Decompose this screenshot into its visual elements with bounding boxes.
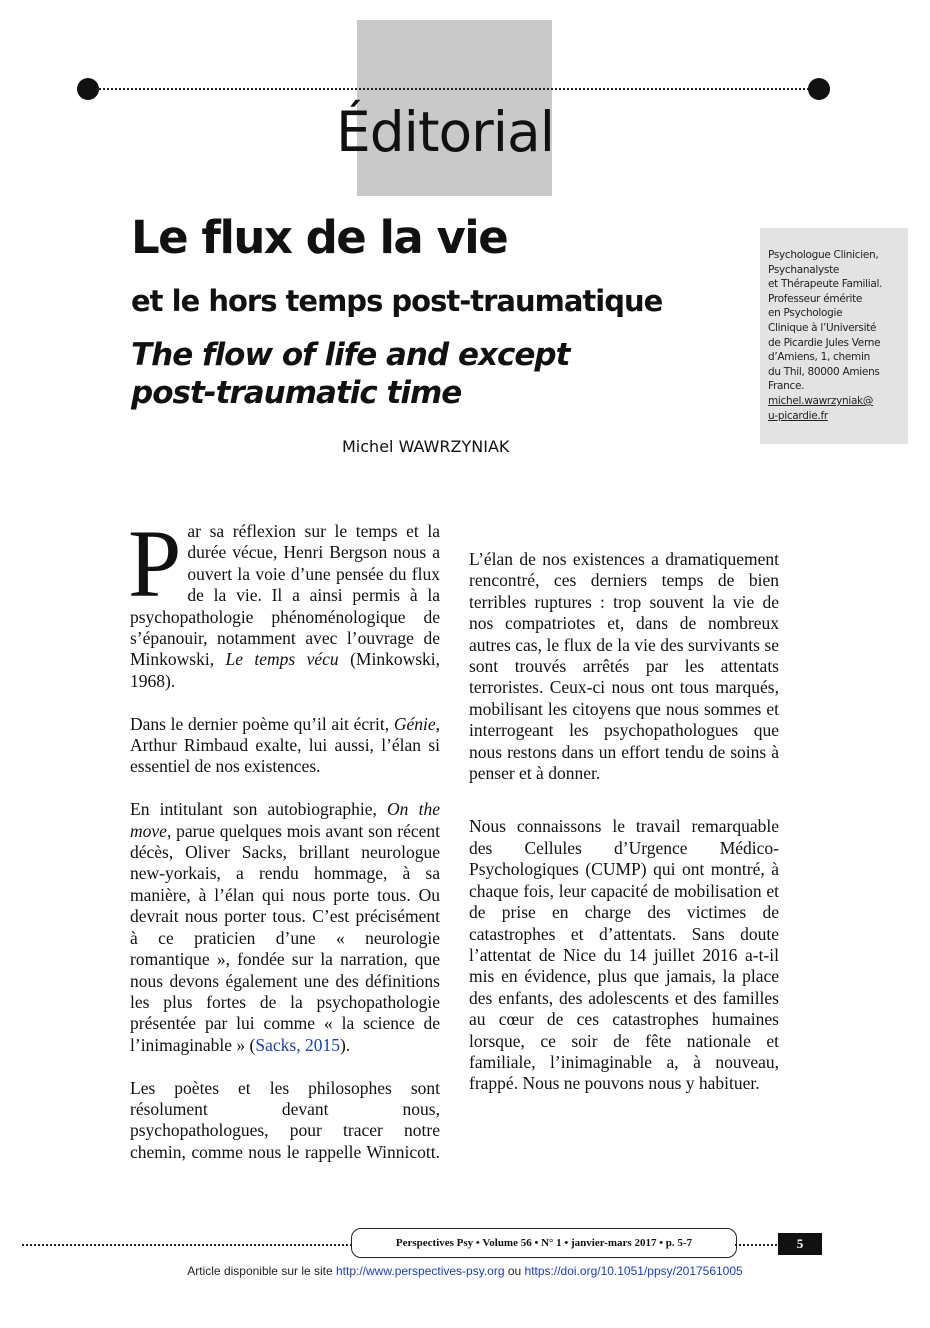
article-title: Le flux de la vie [131, 211, 508, 264]
header-bullet-right [808, 78, 830, 100]
doi-link[interactable]: https://doi.org/10.1051/ppsy/2017561005 [524, 1264, 743, 1278]
affiliation-line: et Thérapeute Familial. [768, 278, 883, 291]
footer-dotted-rule [735, 1244, 777, 1246]
paragraph: L’élan de nos existences a dramatiquement rencontré, ces derniers temps de bien terribles ruptures : trop souvent la vie de nos compatriotes et, dans de nombreux autres cas, le flux de la vie des survivants se sont trouvés arrêtés par les attentats terroristes. Ceux-ci nous ont tous marqués, mobilisant les citoyens que nous sommes et interrogeant les psychopathologues que nous restons dans un effort tendu de soins à penser et à donner. [469, 549, 779, 784]
author-email-link[interactable] [768, 394, 908, 423]
email-part-2: u-picardie.fr [768, 409, 828, 422]
affiliation-line: Psychanalyste [768, 263, 840, 276]
affiliation-line: d’Amiens, 1, chemin [768, 351, 870, 364]
paragraph: En intitulant son autobiographie, On the move, parue quelques mois avant son récent décès, Oliver Sacks, brillant neurologue new-yorkais, a rendu hommage, à sa manière, à l’élan qui nous porte tous. Ou devrait nous porter tous. C’est précisément à ce praticien d’une « neurologie romantique », fondée sur la narration, que nous devons également une des définitions les plus fortes de la psychopathologie présentée par lui comme « la science de l’inimaginable » (Sacks, 2015). [130, 799, 440, 1055]
citation-link[interactable]: Sacks, 2015 [255, 1034, 340, 1055]
affiliation-line: du Thil, 80000 Amiens [768, 365, 880, 378]
drop-cap: P [128, 510, 182, 617]
affiliation-line: Psychologue Clinicien, [768, 249, 879, 261]
body-column-left [128, 510, 440, 1185]
page-number: 5 [778, 1233, 822, 1255]
paragraph: Par sa réflexion sur le temps et la durée vécue, Henri Bergson nous a ouvert la voie d’une pensée du flux de la vie. Il a ainsi permis à la psychopathologie phénoménologique de s’épanouir, notamment avec l’ouvrage de Minkowski, Le temps vécu (Minkowski, 1968). [128, 510, 440, 691]
affiliation-line: en Psychologie [768, 307, 843, 320]
affiliation-line: France. [768, 380, 805, 393]
poem-title: Génie [393, 713, 436, 734]
header-dotted-rule [88, 88, 820, 90]
affiliation-line: Clinique à l’Université [768, 321, 877, 334]
footer-dotted-rule [22, 1244, 352, 1246]
book-title: Le temps vécu [225, 649, 339, 670]
email-part-1: michel.wawrzyniak@ [768, 394, 874, 407]
author-name: Michel WAWRZYNIAK [342, 437, 510, 456]
affiliation-box [760, 228, 908, 444]
section-title: Éditorial [336, 100, 555, 164]
affiliation-text [768, 248, 908, 423]
paragraph: Les poètes et les philosophes sont résolument devant nous, psychopathologues, pour tracer notre chemin, comme nous le rappelle Winnicott. [130, 1077, 440, 1162]
journal-reference: Perspectives Psy • Volume 56 • N° 1 • janvier-mars 2017 • p. 5-7 [351, 1228, 737, 1258]
body-column-right [469, 521, 779, 1116]
journal-url-link[interactable]: http://www.perspectives-psy.org [336, 1264, 505, 1278]
affiliation-line: Professeur émérite [768, 292, 863, 305]
affiliation-line: de Picardie Jules Verne [768, 336, 881, 349]
paragraph: Dans le dernier poème qu’il ait écrit, Génie, Arthur Rimbaud exalte, lui aussi, l’élan si essentiel de nos existences. [130, 713, 440, 777]
header-bullet-left [77, 78, 99, 100]
article-subtitle: et le hors temps post-traumatique [131, 284, 663, 318]
english-title: The flow of life and except post-traumatic time [131, 337, 570, 411]
book-title: On the move [130, 799, 440, 841]
paragraph: Nous connaissons le travail remarquable des Cellules d’Urgence Médico-Psychologiques (CUMP) qui ont montré, à chaque fois, leur capacité de mobilisation et de prise en charge des victimes de catastrophes et d’attentats. Sans doute l’attentat de Nice du 14 juillet 2016 a-t-il mis en évidence, plus que jamais, la place des enfants, des adolescents et des familles au cœur de ces catastrophes humaines lorsque, ce soir de fête nationale et familiale, l’inimaginable a, à nouveau, frappé. Nous ne pouvons nous y habituer. [469, 816, 779, 1094]
availability-line: Article disponible sur le site http://www.perspectives-psy.org ou https://doi.org/10.1051/ppsy/2017561005 [187, 1264, 743, 1278]
